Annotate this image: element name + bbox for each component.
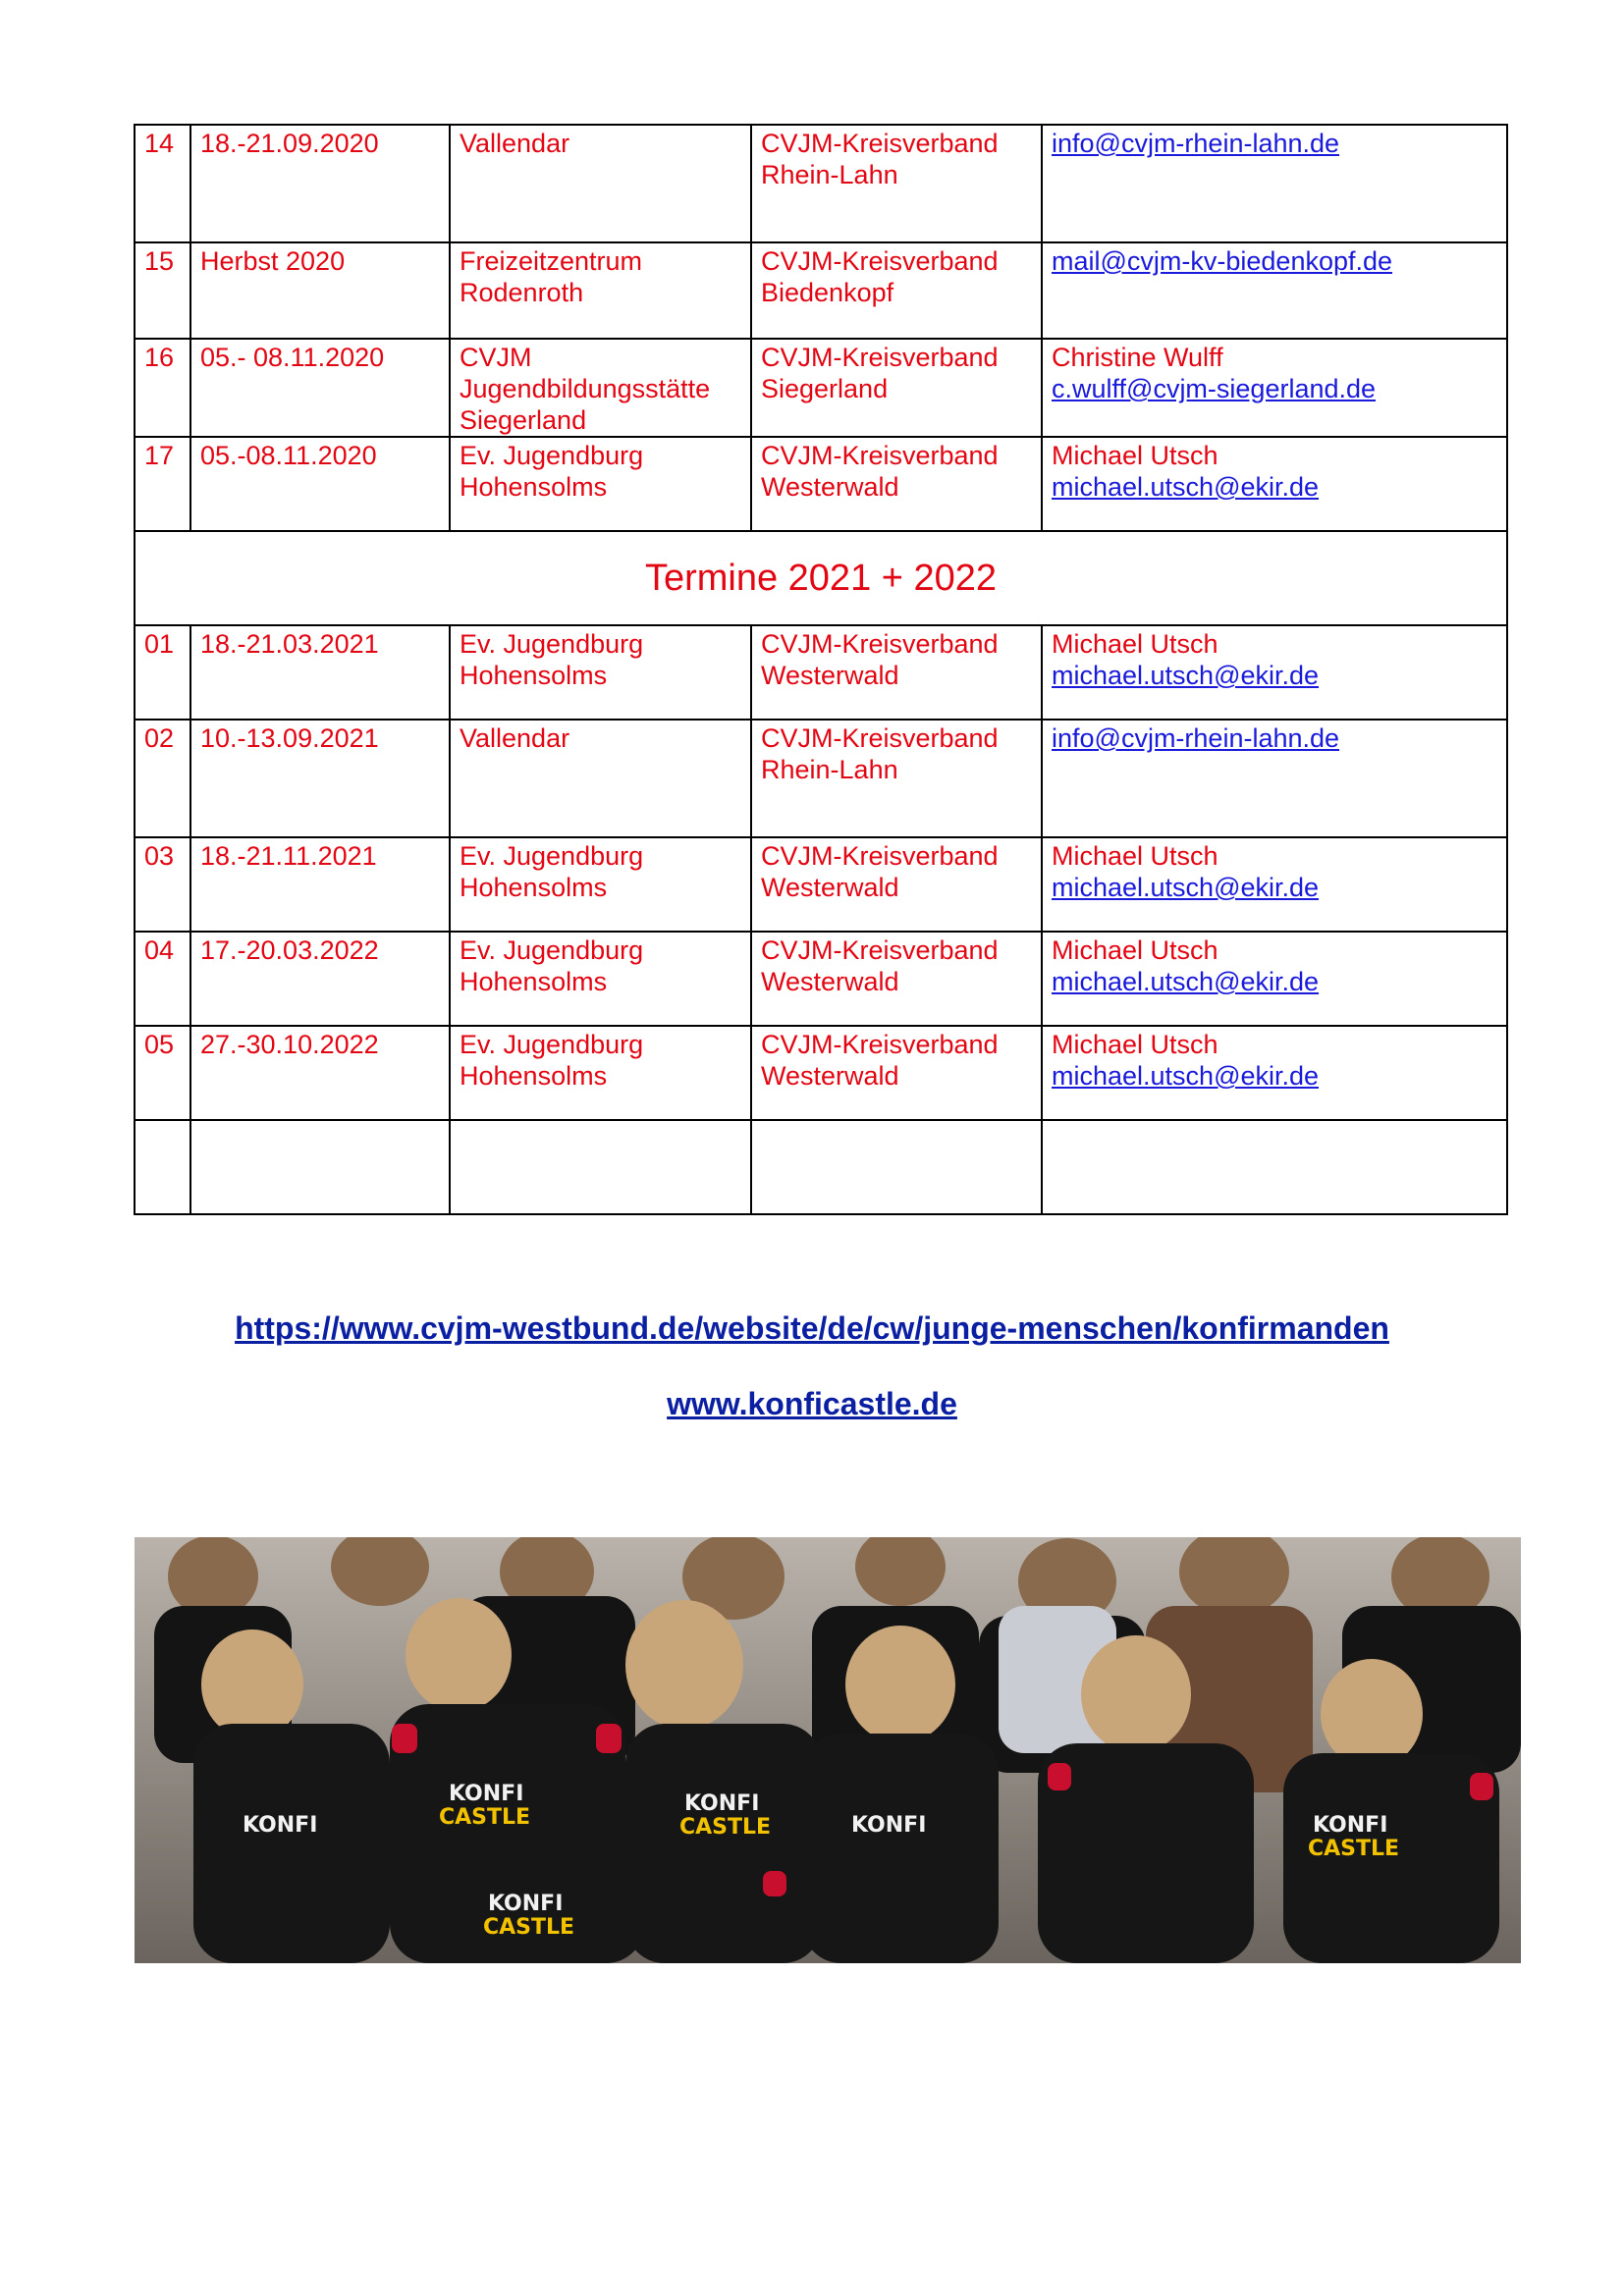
svg-text:KONFI: KONFI	[449, 1782, 524, 1806]
contact-name: Christine Wulff	[1052, 343, 1223, 372]
organizer-line: CVJM-Kreisverband	[761, 629, 999, 659]
row-date: 10.-13.09.2021	[190, 720, 450, 837]
organizer-line: Westerwald	[761, 1061, 899, 1091]
row-place	[450, 837, 751, 932]
empty-cell	[1042, 1120, 1507, 1214]
svg-text:CASTLE: CASTLE	[439, 1805, 531, 1830]
contact-email-link[interactable]: michael.utsch@ekir.de	[1052, 967, 1320, 996]
contact-email-link[interactable]: c.wulff@cvjm-siegerland.de	[1052, 374, 1377, 403]
contact-email-link[interactable]: michael.utsch@ekir.de	[1052, 873, 1320, 902]
table-row	[135, 837, 1507, 932]
place-line: Ev. Jugendburg	[460, 629, 644, 659]
contact-email-link[interactable]: michael.utsch@ekir.de	[1052, 661, 1320, 690]
table-row	[135, 1026, 1507, 1120]
row-contact	[1042, 339, 1507, 437]
row-place	[450, 720, 751, 837]
row-contact	[1042, 932, 1507, 1026]
westbund-link-line	[0, 1310, 1624, 1347]
contact-name: Michael Utsch	[1052, 935, 1218, 965]
table-row	[135, 242, 1507, 339]
place-line: Rodenroth	[460, 278, 584, 307]
row-number: 05	[135, 1026, 190, 1120]
svg-text:KONFI: KONFI	[1313, 1813, 1388, 1838]
place-line: Vallendar	[460, 129, 570, 158]
organizer-line: Rhein-Lahn	[761, 160, 898, 189]
organizer-line: CVJM-Kreisverband	[761, 343, 999, 372]
row-organizer	[751, 932, 1042, 1026]
row-number: 15	[135, 242, 190, 339]
contact-email-link[interactable]: info@cvjm-rhein-lahn.de	[1052, 723, 1340, 753]
row-date: 18.-21.09.2020	[190, 125, 450, 242]
row-date: 05.- 08.11.2020	[190, 339, 450, 437]
organizer-line: CVJM-Kreisverband	[761, 441, 999, 470]
row-contact	[1042, 125, 1507, 242]
row-number: 14	[135, 125, 190, 242]
row-contact	[1042, 1026, 1507, 1120]
contact-email-link[interactable]: michael.utsch@ekir.de	[1052, 472, 1320, 502]
svg-text:KONFI: KONFI	[488, 1892, 564, 1916]
row-number: 01	[135, 625, 190, 720]
konficastle-link-line	[0, 1386, 1624, 1422]
row-date: 18.-21.11.2021	[190, 837, 450, 932]
contact-name: Michael Utsch	[1052, 441, 1218, 470]
empty-cell	[135, 1120, 190, 1214]
westbund-link[interactable]: https://www.cvjm-westbund.de/website/de/cw/junge-menschen/konfirmanden	[235, 1310, 1389, 1346]
organizer-line: CVJM-Kreisverband	[761, 129, 999, 158]
organizer-line: CVJM-Kreisverband	[761, 841, 999, 871]
contact-name: Michael Utsch	[1052, 629, 1218, 659]
row-contact	[1042, 837, 1507, 932]
row-date: 18.-21.03.2021	[190, 625, 450, 720]
row-contact	[1042, 720, 1507, 837]
contact-email-link[interactable]: mail@cvjm-kv-biedenkopf.de	[1052, 246, 1393, 276]
organizer-line: Westerwald	[761, 661, 899, 690]
row-date: 05.-08.11.2020	[190, 437, 450, 531]
row-place	[450, 242, 751, 339]
row-organizer	[751, 837, 1042, 932]
section-heading: Termine 2021 + 2022	[135, 531, 1507, 625]
contact-email-link[interactable]: info@cvjm-rhein-lahn.de	[1052, 129, 1340, 158]
empty-cell	[751, 1120, 1042, 1214]
section-row	[135, 531, 1507, 625]
row-number: 04	[135, 932, 190, 1026]
contact-email-link[interactable]: michael.utsch@ekir.de	[1052, 1061, 1320, 1091]
row-number: 17	[135, 437, 190, 531]
empty-cell	[190, 1120, 450, 1214]
row-number: 02	[135, 720, 190, 837]
row-date: Herbst 2020	[190, 242, 450, 339]
svg-text:KONFI: KONFI	[851, 1813, 927, 1838]
row-place	[450, 1026, 751, 1120]
svg-text:CASTLE: CASTLE	[483, 1915, 575, 1940]
row-contact	[1042, 625, 1507, 720]
organizer-line: Biedenkopf	[761, 278, 894, 307]
empty-cell	[450, 1120, 751, 1214]
events-table	[134, 124, 1508, 1215]
place-line: Vallendar	[460, 723, 570, 753]
row-place	[450, 437, 751, 531]
organizer-line: Westerwald	[761, 873, 899, 902]
place-line: Hohensolms	[460, 873, 608, 902]
organizer-line: CVJM-Kreisverband	[761, 1030, 999, 1059]
row-place	[450, 339, 751, 437]
organizer-line: CVJM-Kreisverband	[761, 935, 999, 965]
row-organizer	[751, 242, 1042, 339]
table-row	[135, 437, 1507, 531]
place-line: Ev. Jugendburg	[460, 935, 644, 965]
table-row	[135, 339, 1507, 437]
row-place	[450, 125, 751, 242]
place-line: Hohensolms	[460, 661, 608, 690]
place-line: Freizeitzentrum	[460, 246, 643, 276]
organizer-line: Westerwald	[761, 967, 899, 996]
place-line: Siegerland	[460, 405, 587, 435]
place-line: CVJM	[460, 343, 532, 372]
row-organizer	[751, 437, 1042, 531]
konficastle-link[interactable]: www.konficastle.de	[667, 1386, 957, 1421]
table-row	[135, 720, 1507, 837]
organizer-line: Rhein-Lahn	[761, 755, 898, 784]
row-contact	[1042, 242, 1507, 339]
row-organizer	[751, 339, 1042, 437]
contact-name: Michael Utsch	[1052, 1030, 1218, 1059]
place-line: Ev. Jugendburg	[460, 1030, 644, 1059]
row-date: 17.-20.03.2022	[190, 932, 450, 1026]
place-line: Ev. Jugendburg	[460, 441, 644, 470]
row-number: 03	[135, 837, 190, 932]
empty-row	[135, 1120, 1507, 1214]
svg-text:KONFI: KONFI	[243, 1813, 318, 1838]
contact-name: Michael Utsch	[1052, 841, 1218, 871]
row-number: 16	[135, 339, 190, 437]
row-contact	[1042, 437, 1507, 531]
table-row	[135, 625, 1507, 720]
row-place	[450, 625, 751, 720]
table-row	[135, 932, 1507, 1026]
organizer-line: CVJM-Kreisverband	[761, 723, 999, 753]
place-line: Hohensolms	[460, 472, 608, 502]
row-organizer	[751, 720, 1042, 837]
svg-text:KONFI: KONFI	[684, 1791, 760, 1816]
row-date: 27.-30.10.2022	[190, 1026, 450, 1120]
row-organizer	[751, 125, 1042, 242]
organizer-line: CVJM-Kreisverband	[761, 246, 999, 276]
svg-text:CASTLE: CASTLE	[1308, 1837, 1400, 1861]
place-line: Hohensolms	[460, 967, 608, 996]
place-line: Ev. Jugendburg	[460, 841, 644, 871]
svg-text:CASTLE: CASTLE	[679, 1815, 772, 1840]
crowd-photo	[135, 1537, 1521, 1963]
place-line: Hohensolms	[460, 1061, 608, 1091]
organizer-line: Westerwald	[761, 472, 899, 502]
row-place	[450, 932, 751, 1026]
table-row	[135, 125, 1507, 242]
row-organizer	[751, 625, 1042, 720]
place-line: Jugendbildungsstätte	[460, 374, 711, 403]
organizer-line: Siegerland	[761, 374, 889, 403]
row-organizer	[751, 1026, 1042, 1120]
